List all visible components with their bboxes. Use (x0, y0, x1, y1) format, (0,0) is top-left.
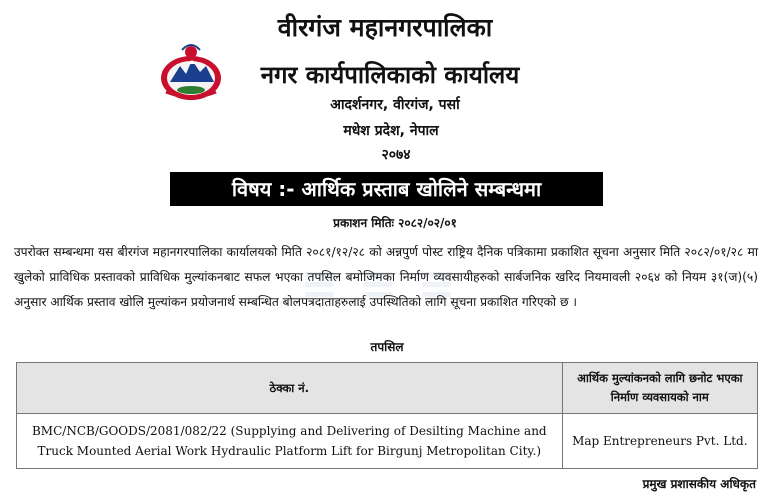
publication-date: प्रकाशन मितिः २०८२/०२/०१ (333, 216, 457, 230)
watermark: ≡ ≡ ≡ (300, 256, 458, 310)
contractor-name: Map Entrepreneurs Pvt. Ltd. (562, 414, 757, 469)
address-line-2: मधेश प्रदेश, नेपाल (343, 123, 439, 139)
table-row (17, 414, 758, 469)
contract-table (16, 362, 758, 469)
office-name: नगर कार्यपालिकाको कार्यालय (260, 61, 520, 89)
subject-banner: विषय :- आर्थिक प्रस्ताब खोलिने सम्बन्धमा (170, 172, 603, 206)
municipality-name: वीरगंज महानगरपालिका (277, 13, 493, 42)
table-caption: तपसिल (370, 340, 404, 354)
header-contract-no: ठेक्का नं. (17, 363, 563, 414)
header-contractor-name: आर्थिक मुल्यांकनको लागि छनोट भएका निर्माण व्यवसायको नाम (562, 363, 757, 414)
address-line-1: आदर्शनगर, वीरगंज, पर्सा (330, 97, 460, 113)
contract-description: BMC/NCB/GOODS/2081/082/22 (Supplying and Delivering of Desilting Machine and Truck Mounted Aerial Work Hydraulic Platform Lift for Birgunj Metropolitan City.) (17, 414, 563, 469)
established-year: २०७४ (381, 147, 411, 163)
notice-body: उपरोक्त सम्बन्धमा यस बीरगंज महानगरपालिका कार्यालयको मिति २०८१/१२/२८ को अन्नपुर्ण पोस्ट राष्ट्रिय दैनिक पत्रिकामा प्रकाशित सूचना अनुसार मिति २०८२/०१/२८ मा खुलेको प्राविधिक प्रस्तावको प्राविधिक मुल्यांकनबाट सफल भएका तपसिल बमोजिमका निर्माण व्यवसायीहरुको सार्बजनिक खरिद नियमावली २०६४ को नियम ३१(ज)(५) अनुसार आर्थिक प्रस्ताव खोलि मुल्यांकन प्रयोजनार्थ सम्बन्धित बोलपत्रदाताहरुलाई उपस्थितिको लागि सूचना प्रकाशित गरिएको छ । (14, 245, 758, 309)
signature-title: प्रमुख प्रशासकीय अधिकृत (642, 477, 756, 491)
table-header-row (17, 363, 758, 414)
